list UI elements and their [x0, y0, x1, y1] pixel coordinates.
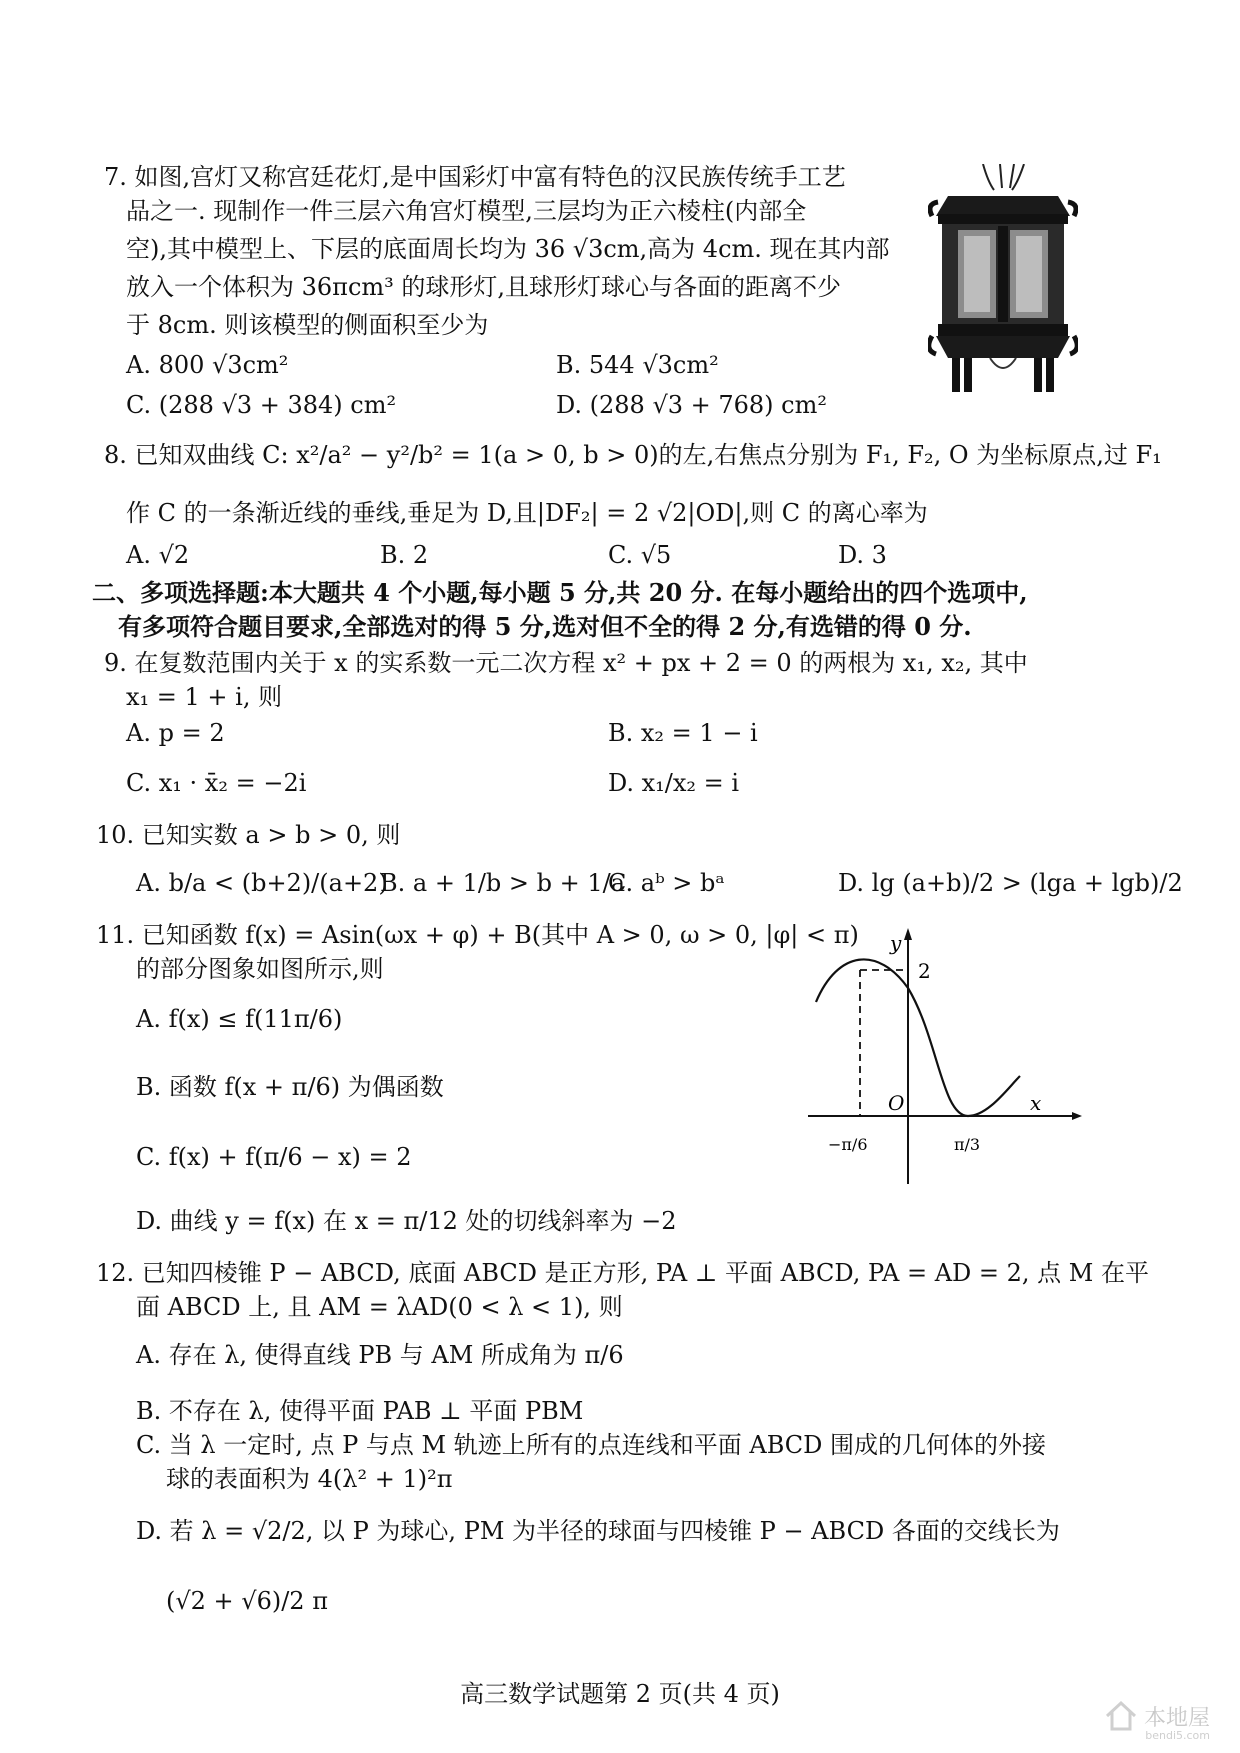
q7-option-b: B. 544 √3cm² — [556, 351, 719, 379]
q8-option-d: D. 3 — [838, 541, 887, 569]
q8-line-2: 作 C 的一条渐近线的垂线,垂足为 D,且|DF₂| = 2 √2|OD|,则 C 的离心率为 — [126, 499, 928, 527]
q7-option-c: C. (288 √3 + 384) cm² — [126, 391, 397, 419]
q12-line-1: 12. 已知四棱锥 P − ABCD, 底面 ABCD 是正方形, PA ⊥ 平面 ABCD, PA = AD = 2, 点 M 在平 — [96, 1259, 1149, 1287]
q7-line-1: 7. 如图,宫灯又称宫廷花灯,是中国彩灯中富有特色的汉民族传统手工艺 — [104, 163, 846, 191]
q7-line-5: 于 8cm. 则该模型的侧面积至少为 — [126, 311, 489, 339]
q10-option-b: B. a + 1/b > b + 1/a — [380, 869, 626, 897]
q11-option-b: B. 函数 f(x + π/6) 为偶函数 — [136, 1073, 444, 1101]
q9-line-2: x₁ = 1 + i, 则 — [126, 683, 283, 711]
watermark-text: 本地屋 — [1143, 1705, 1210, 1731]
house-logo-icon — [1104, 1699, 1138, 1733]
q12-option-d-line-1: D. 若 λ = √2/2, 以 P 为球心, PM 为半径的球面与四棱锥 P − ABCD 各面的交线长为 — [136, 1517, 1060, 1545]
palace-lantern-image — [928, 164, 1078, 394]
q7-line-4: 放入一个体积为 36πcm³ 的球形灯,且球形灯球心与各面的距离不少 — [126, 273, 842, 301]
q10-option-c: C. aᵇ > bᵃ — [608, 869, 725, 897]
y-axis-label: y — [890, 931, 902, 955]
q9-option-b: B. x₂ = 1 − i — [608, 719, 758, 747]
section-2-heading-line-2: 有多项符合题目要求,全部选对的得 5 分,选对但不全的得 2 分,有选错的得 0 分. — [118, 612, 972, 641]
y-axis-arrow — [904, 928, 912, 940]
x-tick-left-label: −π/6 — [828, 1135, 868, 1154]
q8-line-1: 8. 已知双曲线 C: x²/a² − y²/b² = 1(a > 0, b > 0)的左,右焦点分别为 F₁, F₂, O 为坐标原点,过 F₁ — [104, 441, 1162, 469]
x-axis-arrow — [1072, 1112, 1082, 1120]
q11-option-d: D. 曲线 y = f(x) 在 x = π/12 处的切线斜率为 −2 — [136, 1207, 677, 1235]
q9-option-d: D. x₁/x₂ = i — [608, 769, 740, 797]
q9-option-a: A. p = 2 — [126, 719, 225, 747]
watermark — [1104, 1699, 1210, 1742]
q11-function-graph — [808, 928, 1084, 1188]
q9-line-1: 9. 在复数范围内关于 x 的实系数一元二次方程 x² + px + 2 = 0 的两根为 x₁, x₂, 其中 — [104, 649, 1028, 677]
q8-option-b: B. 2 — [380, 541, 429, 569]
q12-option-a: A. 存在 λ, 使得直线 PB 与 AM 所成角为 π/6 — [136, 1341, 624, 1369]
q10-option-a: A. b/a < (b+2)/(a+2) — [136, 869, 388, 897]
q12-option-d-line-2: (√2 + √6)/2 π — [166, 1587, 328, 1615]
section-2-heading-line-1: 二、多项选择题:本大题共 4 个小题,每小题 5 分,共 20 分. 在每小题给出的四个选项中, — [92, 578, 1028, 607]
q9-option-c: C. x₁ · x̄₂ = −2i — [126, 769, 307, 797]
page-footer: 高三数学试题第 2 页(共 4 页) — [460, 1680, 780, 1708]
q11-line-1: 11. 已知函数 f(x) = Asin(ωx + φ) + B(其中 A > 0, ω > 0, |φ| < π) — [96, 921, 859, 949]
watermark-url: bendi5.com — [1145, 1729, 1210, 1742]
q11-option-a: A. f(x) ≤ f(11π/6) — [136, 1005, 343, 1033]
y-tick-label: 2 — [918, 959, 931, 983]
q8-option-a: A. √2 — [126, 541, 190, 569]
q11-option-c: C. f(x) + f(π/6 − x) = 2 — [136, 1143, 412, 1171]
q12-option-c-line-1: C. 当 λ 一定时, 点 P 与点 M 轨迹上所有的点连线和平面 ABCD 围成的几何体的外接 — [136, 1431, 1047, 1459]
q7-option-d: D. (288 √3 + 768) cm² — [556, 391, 827, 419]
q7-line-3: 空),其中模型上、下层的底面周长均为 36 √3cm,高为 4cm. 现在其内部 — [126, 235, 890, 263]
q10-line-1: 10. 已知实数 a > b > 0, 则 — [96, 821, 401, 849]
q7-option-a: A. 800 √3cm² — [126, 351, 289, 379]
q11-line-2: 的部分图象如图所示,则 — [136, 955, 384, 983]
x-tick-right-label: π/3 — [954, 1135, 981, 1154]
q8-option-c: C. √5 — [608, 541, 672, 569]
q12-line-2: 面 ABCD 上, 且 AM = λAD(0 < λ < 1), 则 — [136, 1293, 623, 1321]
origin-label: O — [888, 1091, 905, 1115]
x-axis-label: x — [1030, 1091, 1042, 1115]
q10-option-d: D. lg (a+b)/2 > (lga + lgb)/2 — [838, 869, 1183, 897]
q12-option-c-line-2: 球的表面积为 4(λ² + 1)²π — [166, 1465, 453, 1493]
q12-option-b: B. 不存在 λ, 使得平面 PAB ⊥ 平面 PBM — [136, 1397, 584, 1425]
q7-line-2: 品之一. 现制作一件三层六角宫灯模型,三层均为正六棱柱(内部全 — [126, 197, 807, 225]
